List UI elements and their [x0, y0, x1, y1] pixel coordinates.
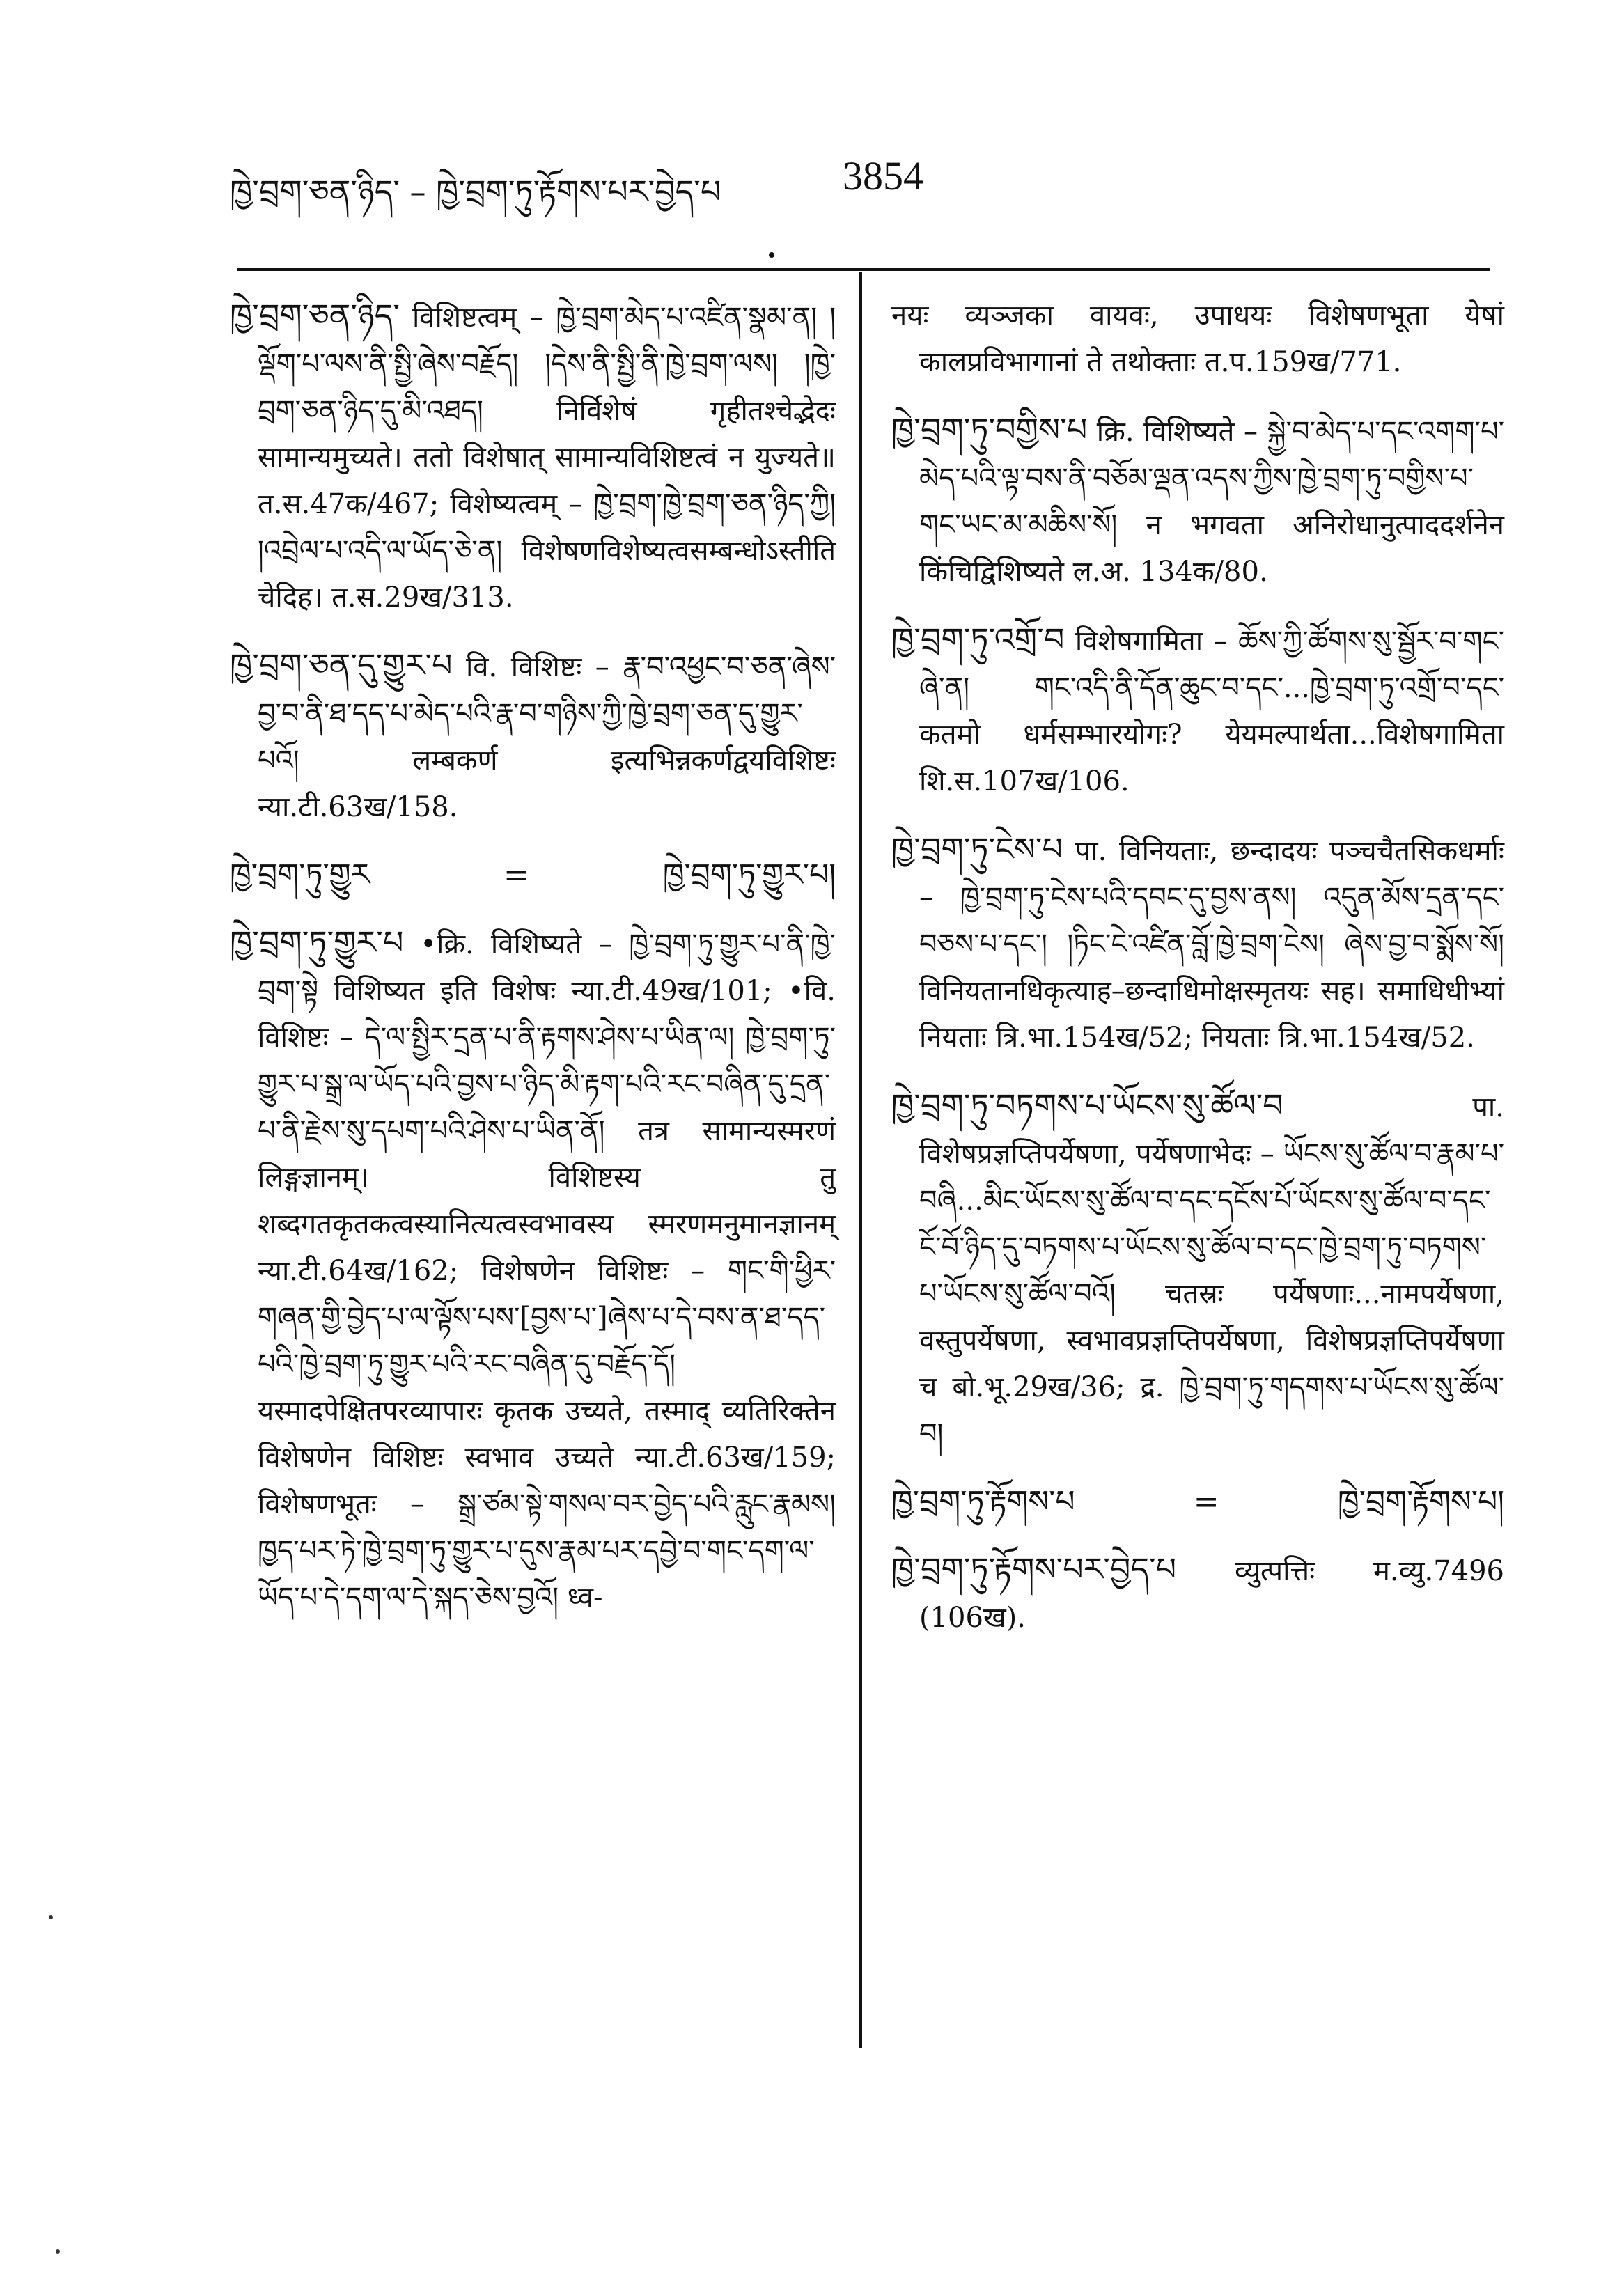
- header-rule: [237, 268, 1490, 271]
- entry: [230, 919, 836, 1621]
- entry: [891, 826, 1504, 1061]
- headword: ཁྱེ་བྲག་ཅན་ཉིད་: [230, 297, 400, 334]
- headword: ཁྱེ་བྲག་ཏུ་གྱུར: [230, 857, 370, 893]
- headword: ཁྱེ་བྲག་ཏུ་རྟོགས་པ: [891, 1484, 1075, 1520]
- headword: ཁྱེ་བྲག་ཏུ་འགྲོ་བ: [891, 621, 1065, 658]
- equals-sign: =: [1193, 1484, 1219, 1520]
- left-column: [230, 293, 836, 1642]
- entry-continuation: [891, 293, 1504, 386]
- page-header: [230, 153, 1443, 212]
- cross-reference: ཁྱེ་བྲག་ཏུ་གྱུར་པ།: [662, 857, 836, 893]
- definition: विशेषगामिता – ཆོས་ཀྱི་ཚོགས་སུ་སྦྱོར་བ་གང་ཞེ་ན། གང་འདི་ནི་དོན་ཆུང་བ་དང་...ཁྱེ་བྲག་ཏུ་འགྲོ་བ་དང་ कतमो धर्मसम्भारयोगः? येयमल्पार्थता...विशेषगामिता शि.स.107ख/106.: [919, 625, 1504, 797]
- equals-sign: =: [503, 857, 529, 893]
- definition: पा. विनियताः, छन्दादयः पञ्चचैतसिकधर्माः – ཁྱེ་བྲག་ཏུ་ངེས་པའི་དབང་དུ་བྱས་ནས། འདུན་མོས་དྲན་དང་བཅས་པ་དང་། །ཏིང་ངེ་འཛིན་བློ་ཁྱེ་བྲག་ངེས། ཞེས་བྱ་བ་སྨོས་སོ། विनियतानधिकृत्याह–छन्दाधिमोक्षस्मृतयः सह। समाधिधीभ्यां नियताः त्रि.भा.154ख/52; नियताः त्रि.भा.154ख/52.: [919, 835, 1504, 1054]
- entry: [891, 616, 1504, 805]
- headword: ཁྱེ་བྲག་ཏུ་བགྱིས་པ: [891, 411, 1088, 449]
- entry: [891, 1082, 1504, 1458]
- cross-reference: ཁྱེ་བྲག་རྟོགས་པ།: [1337, 1484, 1504, 1520]
- entry: [230, 293, 836, 621]
- running-head: ཁྱེ་བྲག་ཅན་ཉིད་ – ཁྱེ་བྲག་ཏུ་རྟོགས་པར་བྱེད་པ: [230, 173, 721, 210]
- headword: ཁྱེ་བྲག་ཅན་དུ་གྱུར་པ: [230, 646, 453, 684]
- page-number: 3854: [843, 153, 923, 198]
- scan-speck: [49, 1915, 53, 1919]
- definition: पा. विशेषप्रज्ञप्तिपर्येषणा, पर्येषणाभेदः – ཡོངས་སུ་ཚོལ་བ་རྣམ་པ་བཞི...མིང་ཡོངས་སུ་ཚོལ་བ་དང་དངོས་པོ་ཡོངས་སུ་ཚོལ་བ་དང་ངོ་བོ་ཉིད་དུ་བཏགས་པ་ཡོངས་སུ་ཚོལ་བ་དང་ཁྱེ་བྲག་ཏུ་བཏགས་པ་ཡོངས་སུ་ཚོལ་བའོ། चतस्रः पर्येषणाः...नामपर्येषणा, वस्तुपर्येषणा, स्वभावप्रज्ञप्तिपर्येषणा, विशेषप्रज्ञप्तिपर्येषणा च बो.भू.29ख/36; द्र. ཁྱེ་བྲག་ཏུ་གདགས་པ་ཡོངས་སུ་ཚོལ་བ།: [919, 1091, 1504, 1450]
- scan-speck: [56, 2249, 60, 2254]
- definition: क्रि. विशिष्यते – སྐྱེ་བ་མེད་པ་དང་འགག་པ་མེད་པའི་ལྟ་བས་ནི་བཅོམ་ལྡན་འདས་ཀྱིས་ཁྱེ་བྲག་ཏུ་བགྱིས་པ་གང་ཡང་མ་མཆིས་སོ། न भगवता अनिरोधानुत्पाददर्शनेन किंचिद्विशिष्यते ल.अ. 134क/80.: [919, 416, 1504, 588]
- header-dot: [769, 252, 774, 258]
- cross-reference-entry: [891, 1479, 1504, 1525]
- headword: ཁྱེ་བྲག་ཏུ་རྟོགས་པར་བྱེད་པ: [891, 1550, 1177, 1588]
- definition: विशिष्टत्वम् – ཁྱེ་བྲག་མེད་པ་འཛིན་སྣམ་ན། །ལྡོག་པ་ལས་ནི་སྤྱི་ཞེས་བརྗོད། །དེས་ནི་སྤྱི་ནི་ཁྱེ་བྲག་ལས། །ཁྱེ་བྲག་ཅན་ཉིད་དུ་མི་འཐད། निर्विशेषं गृहीतश्चेद्भेदः सामान्यमुच्यते। ततो विशेषात् सामान्यविशिष्टत्वं न युज्यते॥ त.स.47क/467; विशेष्यत्वम् – ཁྱེ་བྲག་ཁྱེ་བྲག་ཅན་ཉིད་ཀྱི། །འབྲེལ་པ་འདི་ལ་ཡོད་ཅེ་ན། विशेषणविशेष्यत्वसम्बन्धोऽस्तीति चेदिह। त.स.29ख/313.: [258, 302, 836, 614]
- entry: [891, 407, 1504, 595]
- entry: [230, 642, 836, 831]
- headword: ཁྱེ་བྲག་ཏུ་གྱུར་པ: [230, 923, 404, 961]
- definition: •क्रि. विशिष्यते – ཁྱེ་བྲག་ཏུ་གྱུར་པ་ནི་ཁྱེ་བྲག་སྟེ विशिष्यत इति विशेषः न्या.टी.49ख/101; •वि. विशिष्टः – དེ་ལ་སྤྱིར་དྲན་པ་ནི་རྟགས་ཤེས་པ་ཡིན་ལ། ཁྱེ་བྲག་ཏུ་གྱུར་པ་སྒྲ་ལ་ཡོད་པའི་བྱས་པ་ཉིད་མི་རྟག་པའི་རང་བཞིན་དུ་དྲན་པ་ནི་རྗེས་སུ་དཔག་པའི་ཤེས་པ་ཡིན་ནོ། तत्र सामान्यस्मरणं लिङ्गज्ञानम्। विशिष्टस्य तु शब्दगतकृतकत्वस्यानित्यत्वस्वभावस्य स्मरणमनुमानज्ञानम् न्या.टी.64ख/162; विशेषणेन विशिष्टः – གང་གི་ཕྱིར་གཞན་གྱི་བྱེད་པ་ལ་ལྟོས་པས་[བྱས་པ་]ཞེས་པ་དེ་བས་ན་ཐ་དད་པའི་ཁྱེ་བྲག་ཏུ་གྱུར་པའི་རང་བཞིན་དུ་བརྗོད་དོ། यस्मादपेक्षितपरव्यापारः कृतक उच्यते, तस्माद् व्यतिरिक्तेन विशेषणेन विशिष्टः स्वभाव उच्यते न्या.टी.63ख/159; विशेषणभूतः – སྒྲ་ཙམ་སྟེ་གསལ་བར་བྱེད་པའི་རླུང་རྣམས། ཁྱད་པར་ཏེ་ཁྱེ་བྲག་ཏུ་གྱུར་པ་དུས་རྣམ་པར་དབྱེ་བ་གང་དག་ལ་ཡོད་པ་དེ་དག་ལ་དེ་སྐད་ཅེས་བྱའོ། ध्व-: [258, 928, 836, 1614]
- definition: वि. विशिष्टः – རྣ་བ་འཕྱང་བ་ཅན་ཞེས་བྱ་བ་ནི་ཐ་དད་པ་མེད་པའི་རྣ་བ་གཉིས་ཀྱི་ཁྱེ་བྲག་ཅན་དུ་གྱུར་པའོ། लम्बकर्ण इत्यभिन्नकर्णद्वयविशिष्टः न्या.टी.63ख/158.: [258, 651, 836, 823]
- headword: ཁྱེ་བྲག་ཏུ་ངེས་པ: [891, 830, 1063, 868]
- definition: व्युत्पत्तिः म.व्यु.7496 (106ख).: [919, 1555, 1504, 1634]
- headword: ཁྱེ་བྲག་ཏུ་བཏགས་པ་ཡོངས་སུ་ཚོལ་བ: [891, 1086, 1283, 1124]
- definition: नयः व्यञ्जका वायवः, उपाधयः विशेषणभूता येषां कालप्रविभागानां ते तथोक्ताः त.प.159ख/771.: [891, 299, 1504, 378]
- cross-reference-entry: [230, 852, 836, 898]
- right-column: [891, 293, 1504, 1662]
- column-divider: [859, 272, 862, 2048]
- entry: [891, 1546, 1504, 1641]
